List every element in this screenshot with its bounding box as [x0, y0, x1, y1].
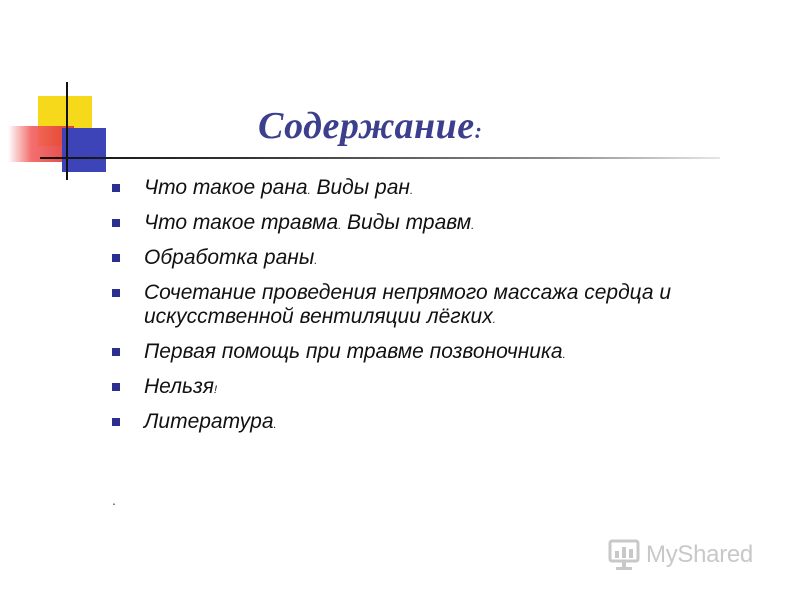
- list-item: [112, 375, 762, 402]
- list-item: [112, 281, 762, 332]
- list-item-punct: .: [307, 185, 311, 197]
- watermark-logo: [608, 538, 753, 572]
- list-item-text: Обработка раны: [144, 246, 315, 269]
- list-item-text: Что такое рана: [144, 176, 308, 199]
- contents-list: [112, 176, 762, 445]
- list-item-punct: .: [314, 255, 318, 267]
- watermark-text: MyShared: [646, 541, 753, 568]
- list-item: [112, 410, 762, 437]
- square-bullet-icon: [112, 418, 120, 426]
- list-item: [112, 246, 762, 273]
- list-item-text: Первая помощь при травме позвоночника: [144, 340, 563, 363]
- stray-mark: .: [112, 492, 116, 508]
- list-item-text-2: Виды травм: [341, 211, 472, 234]
- title-underline: [40, 157, 720, 159]
- slide-title-text: Содержание: [258, 105, 475, 147]
- list-item-punct: .: [338, 220, 342, 232]
- square-bullet-icon: [112, 348, 120, 356]
- square-bullet-icon: [112, 184, 120, 192]
- list-item-text: Нельзя: [144, 375, 215, 398]
- square-bullet-icon: [112, 219, 120, 227]
- decor-vertical-line: [66, 82, 68, 180]
- list-item-text: Сочетание проведения непрямого массажа сердца и искусственной вентиляции лёгких: [144, 281, 672, 328]
- slide-title: [258, 104, 482, 148]
- list-item-punct: .: [492, 314, 496, 326]
- list-item: [112, 340, 762, 367]
- decor-blue-square: [62, 128, 106, 172]
- list-item-text: Литература: [144, 410, 274, 433]
- list-item-text: Что такое травма: [144, 211, 339, 234]
- list-item-punct: .: [562, 349, 566, 361]
- square-bullet-icon: [112, 383, 120, 391]
- list-item: [112, 176, 762, 203]
- list-item-punct: !: [214, 384, 218, 396]
- square-bullet-icon: [112, 289, 120, 297]
- list-item-punct: .: [273, 419, 277, 431]
- list-item-punct-2: .: [409, 185, 414, 197]
- slide-title-colon: :: [474, 118, 483, 143]
- presentation-board-icon: [608, 538, 640, 572]
- list-item-punct-2: .: [471, 220, 475, 232]
- list-item-text-2: Виды ран: [310, 176, 410, 199]
- square-bullet-icon: [112, 254, 120, 262]
- list-item: [112, 211, 762, 238]
